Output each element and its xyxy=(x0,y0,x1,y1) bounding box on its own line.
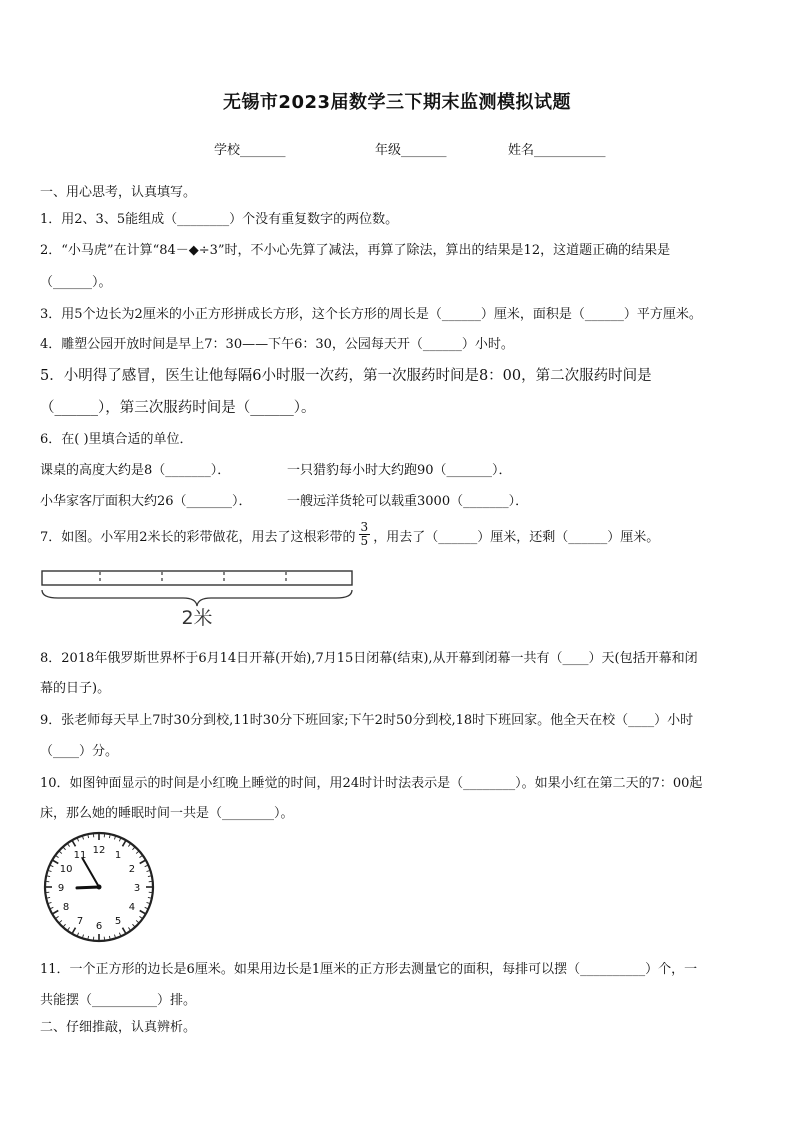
question-9-line-1: 9．张老师每天早上7时30分到校,11时30分下班回家;下午2时50分到校,18时下班回家。他全天在校（____）小时 xyxy=(40,713,694,728)
question-6-item-c: 小华家客厅面积大约26（_______）． xyxy=(40,494,252,509)
clock-tick xyxy=(109,835,110,838)
clock-tick xyxy=(148,897,151,898)
clock-number: 12 xyxy=(92,845,106,856)
section-heading-1: 一、用心思考，认真填写。 xyxy=(40,185,197,200)
page-title: 无锡市2023届数学三下期末监测模拟试题 xyxy=(222,92,572,113)
ribbon-bar xyxy=(42,571,352,585)
section-heading-2: 二、仔细推敲，认真辨析。 xyxy=(40,1020,197,1035)
question-1: 1．用2、3、5能组成（________）个没有重复数字的两位数。 xyxy=(40,212,399,227)
clock-tick xyxy=(109,936,110,939)
question-2-line-1: 2．“小马虎”在计算“84－◆÷3”时，不小心先算了减法，再算了除法，算出的结果是12，这道题正确的结果是 xyxy=(40,243,671,258)
question-7-text-before: 7．如图。小军用2米长的彩带做花，用去了这根彩带的 xyxy=(40,530,356,545)
clock-number: 8 xyxy=(62,902,70,913)
question-9-line-2: （____）分。 xyxy=(40,744,119,759)
fraction xyxy=(359,521,371,548)
clock-face xyxy=(42,830,156,944)
question-3: 3．用5个边长为2厘米的小正方形拼成长方形，这个长方形的周长是（______）厘米，面积是（______）平方厘米。 xyxy=(40,307,702,322)
question-11-line-2: 共能摆（__________）排。 xyxy=(40,993,197,1008)
question-10-line-1: 10．如图钟面显示的时间是小红晚上睡觉的时间，用24时计时法表示是（________）。如果小红在第二天的7：00起 xyxy=(40,776,703,791)
clock-number: 1 xyxy=(114,850,122,862)
question-6-item-b: 一只猎豹每小时大约跑90（_______）． xyxy=(287,463,512,478)
ribbon-figure xyxy=(38,566,358,630)
clock-number: 4 xyxy=(128,902,136,913)
question-8-line-2: 幕的日子)。 xyxy=(40,681,111,696)
question-11-line-1: 11．一个正方形的边长是6厘米。如果用边长是1厘米的正方形去测量它的面积，每排可以摆（__________）个，一 xyxy=(40,962,698,977)
clock-tick xyxy=(88,936,89,939)
clock-number: 3 xyxy=(133,883,141,894)
ribbon-brace xyxy=(42,590,352,606)
name-field: 姓名___________ xyxy=(508,143,606,158)
clock-number: 11 xyxy=(73,850,87,862)
question-5-line-2: （______），第三次服药时间是（______）。 xyxy=(40,400,316,416)
clock-number: 7 xyxy=(76,915,84,927)
question-7 xyxy=(40,520,660,551)
clock-tick xyxy=(47,876,50,877)
question-6-item-a: 课桌的高度大约是8（_______）． xyxy=(40,463,231,478)
question-8-line-1: 8．2018年俄罗斯世界杯于6月14日开幕(开始),7月15日闭幕(结束),从开幕到闭幕一共有（____）天(包括开幕和闭 xyxy=(40,651,698,666)
ribbon-dividers xyxy=(100,572,286,584)
clock-tick xyxy=(47,897,50,898)
grade-field: 年级_______ xyxy=(375,143,447,158)
question-6-intro: 6．在( )里填合适的单位． xyxy=(40,432,193,447)
clock-hour-hand xyxy=(77,887,99,888)
question-6-item-d: 一艘远洋货轮可以载重3000（_______）． xyxy=(287,494,529,509)
question-5-line-1: 5．小明得了感冒，医生让他每隔6小时服一次药，第一次服药时间是8：00，第二次服药时间是 xyxy=(40,368,652,384)
school-field: 学校_______ xyxy=(214,143,286,158)
clock-number: 2 xyxy=(128,864,136,875)
ribbon-length-label: 2米 xyxy=(181,607,213,629)
clock-tick xyxy=(88,835,89,838)
clock-center xyxy=(97,885,102,890)
fraction-denominator: 5 xyxy=(360,534,369,548)
fraction-numerator: 3 xyxy=(360,520,369,534)
question-4: 4．雕塑公园开放时间是早上7：30——下午6：30，公园每天开（______）小时。 xyxy=(40,337,514,352)
clock-number: 6 xyxy=(95,921,103,932)
clock-number: 10 xyxy=(59,864,73,875)
question-2-line-2: （______）。 xyxy=(40,275,112,290)
clock-number: 9 xyxy=(57,883,65,894)
question-10-line-2: 床，那么她的睡眠时间一共是（________）。 xyxy=(40,806,294,821)
question-7-text-after: ，用去了（______）厘米，还剩（______）厘米。 xyxy=(373,530,660,545)
clock-number: 5 xyxy=(114,915,122,927)
clock-tick xyxy=(148,876,151,877)
